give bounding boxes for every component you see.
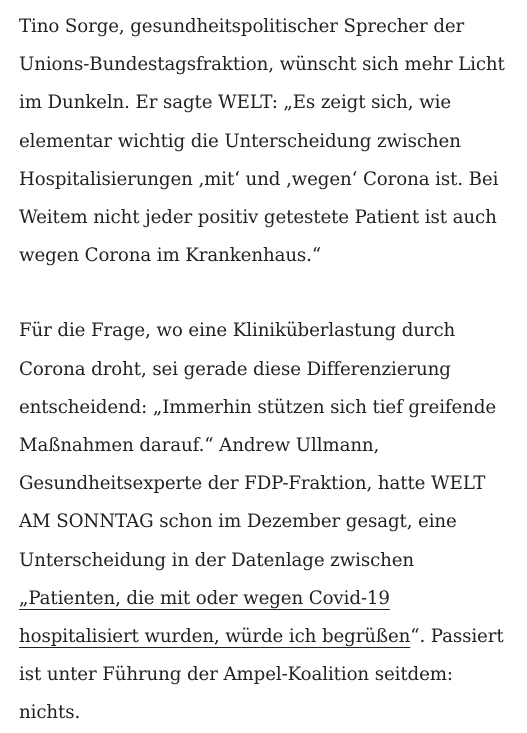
text-line bbox=[19, 618, 519, 656]
text-line: Unions-Bundestagsfraktion, wünscht sich mehr Licht bbox=[19, 54, 505, 76]
article-body bbox=[19, 8, 519, 733]
text-line bbox=[19, 580, 519, 618]
paragraph-spacer bbox=[19, 275, 519, 312]
text-line: Gesundheitsexperte der FDP-Fraktion, hatte WELT bbox=[19, 473, 486, 495]
text-line: Für die Frage, wo eine Kliniküberlastung durch bbox=[19, 320, 456, 342]
text-line: Weitem nicht jeder positiv getestete Patient ist auch bbox=[19, 207, 497, 229]
text-line: Hospitalisierungen ‚mit‘ und ‚wegen‘ Corona ist. Bei bbox=[19, 168, 499, 190]
text-line: Tino Sorge, gesundheitspolitischer Sprecher der bbox=[19, 16, 465, 37]
text-line: wegen Corona im Krankenhaus.“ bbox=[19, 245, 322, 267]
quote-link-part-2[interactable]: hospitalisiert wurden, würde ich begrüßen bbox=[19, 626, 411, 648]
text-line: entscheidend: „Immerhin stützen sich tief greifende bbox=[19, 396, 497, 418]
quote-link-part-1[interactable]: „Patienten, die mit oder wegen Covid-19 bbox=[19, 587, 390, 609]
text-line: AM SONNTAG schon im Dezember gesagt, eine bbox=[19, 511, 457, 533]
paragraph-1 bbox=[19, 8, 519, 275]
text-line: nichts. bbox=[19, 702, 81, 724]
text-line: Corona droht, sei gerade diese Differenzierung bbox=[19, 358, 451, 380]
text-line: Unterscheidung in der Datenlage zwischen bbox=[19, 549, 415, 571]
paragraph-2 bbox=[19, 312, 519, 732]
text-line: Maßnahmen darauf.“ Andrew Ullmann, bbox=[19, 435, 380, 457]
text-line: ist unter Führung der Ampel-Koalition seitdem: bbox=[19, 664, 453, 686]
text-line: im Dunkeln. Er sagte WELT: „Es zeigt sich, wie bbox=[19, 92, 451, 114]
text-line: elementar wichtig die Unterscheidung zwischen bbox=[19, 130, 461, 152]
text-after-link: “. Passiert bbox=[410, 626, 504, 648]
